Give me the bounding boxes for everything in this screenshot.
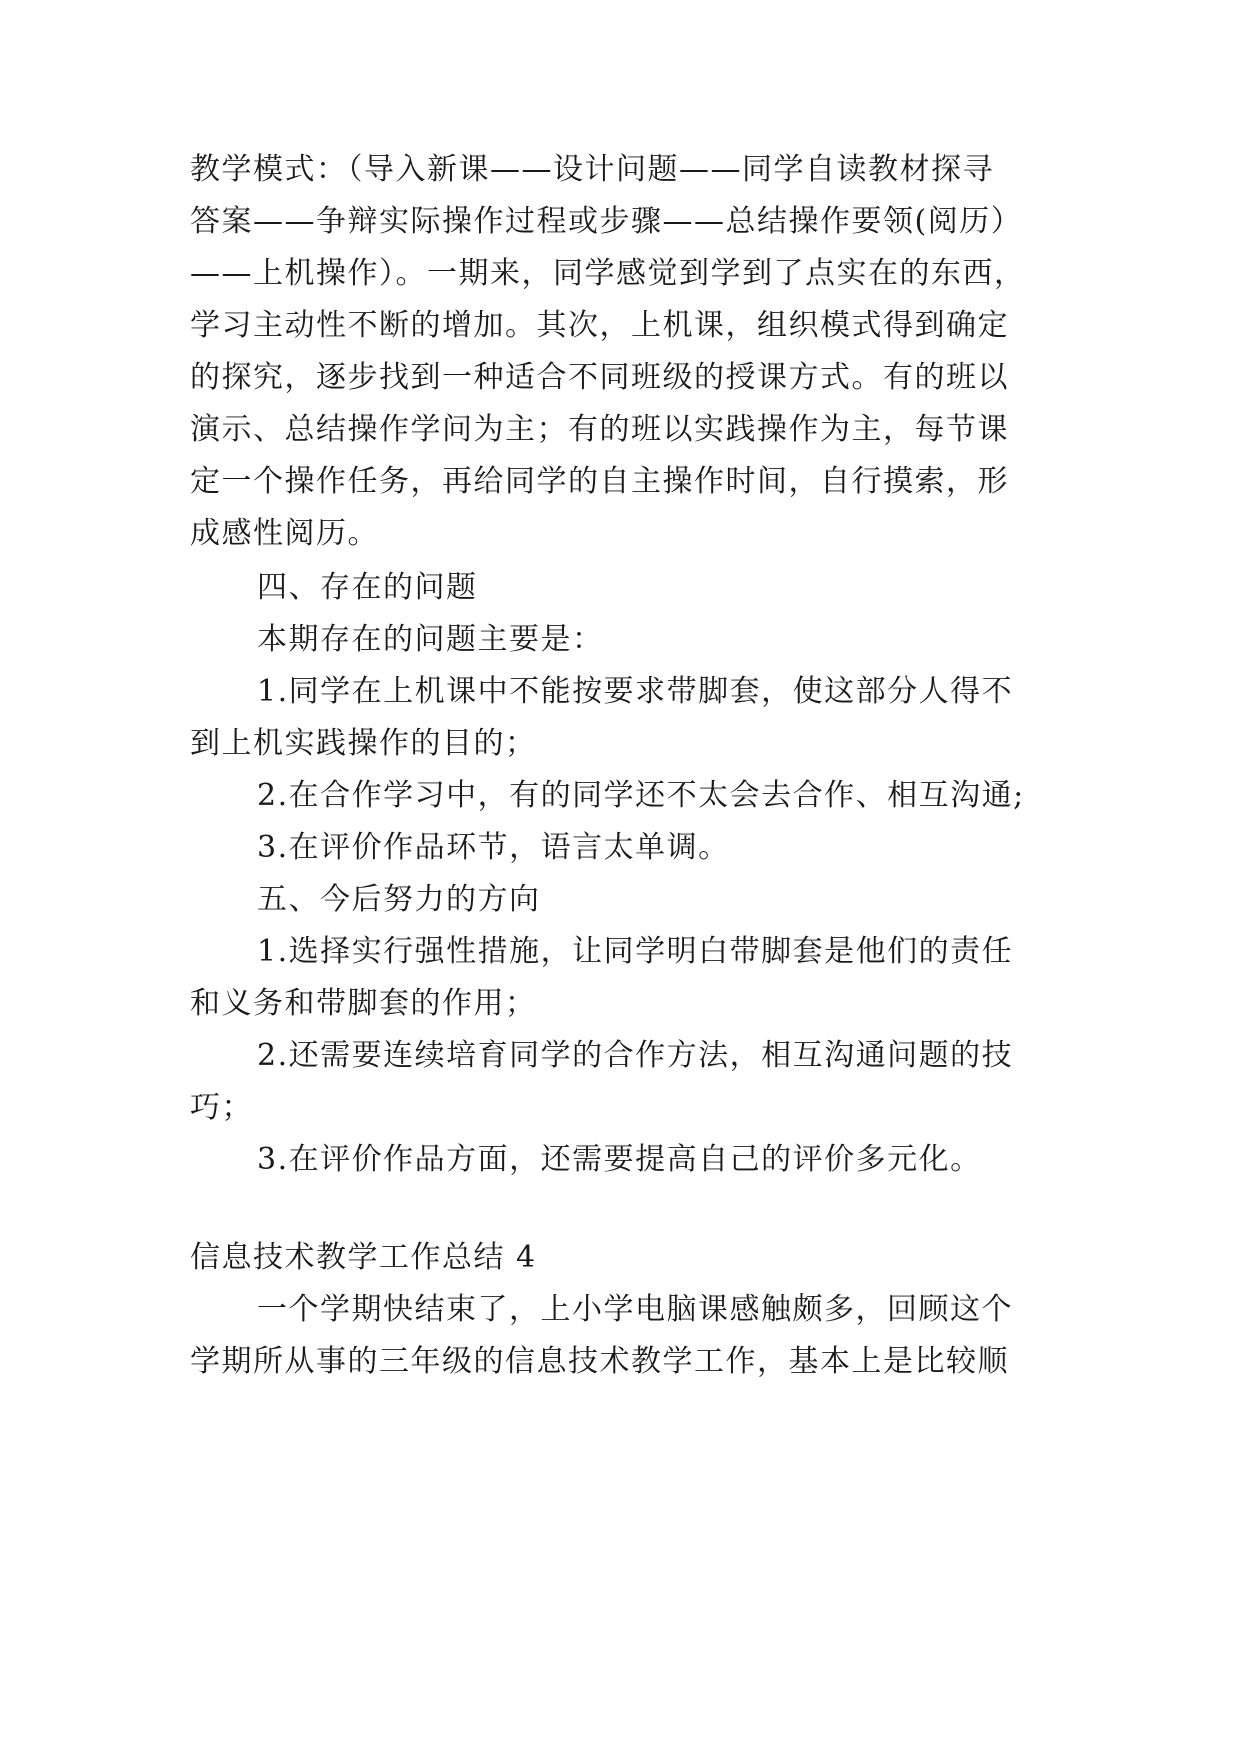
section-intro: 本期存在的问题主要是： — [257, 622, 604, 657]
list-item-continued: 巧； — [190, 1090, 253, 1125]
list-item: 2.在合作学习中，有的同学还不太会去合作、相互沟通; — [257, 778, 1025, 813]
list-item: 3.在评价作品方面，还需要提高自己的评价多元化。 — [257, 1142, 982, 1177]
section-heading: 五、今后努力的方向 — [257, 882, 541, 917]
list-item: 1.同学在上机课中不能按要求带脚套，使这部分人得不 — [257, 674, 1014, 709]
paragraph-line: 学习主动性不断的增加。其次，上机课，组织模式得到确定 — [190, 308, 1009, 343]
paragraph-line: 成感性阅历。 — [190, 516, 379, 551]
list-item: 3.在评价作品环节，语言太单调。 — [257, 830, 730, 865]
section-title: 信息技术教学工作总结 4 — [190, 1240, 537, 1275]
paragraph-line: 的探究，逐步找到一种适合不同班级的授课方式。有的班以 — [190, 360, 1009, 395]
paragraph-line: ——上机操作）。一期来，同学感觉到学到了点实在的东西， — [190, 256, 1026, 291]
paragraph-line: 一个学期快结束了，上小学电脑课感触颇多，回顾这个 — [257, 1292, 1013, 1327]
paragraph-line: 定一个操作任务，再给同学的自主操作时间，自行摸索，形 — [190, 464, 1009, 499]
paragraph-line: 教学模式：（导入新课——设计问题——同学自读教材探寻 — [190, 152, 994, 187]
paragraph-line: 答案——争辩实际操作过程或步骤——总结操作要领(阅历） — [190, 204, 1023, 239]
list-item-continued: 和义务和带脚套的作用； — [190, 986, 537, 1021]
list-item: 2.还需要连续培育同学的合作方法，相互沟通问题的技 — [257, 1038, 1014, 1073]
list-item: 1.选择实行强性措施，让同学明白带脚套是他们的责任 — [257, 934, 1014, 969]
section-heading: 四、存在的问题 — [257, 570, 478, 605]
list-item-continued: 到上机实践操作的目的； — [190, 726, 537, 761]
paragraph-line: 演示、总结操作学问为主；有的班以实践操作为主，每节课 — [190, 412, 1009, 447]
paragraph-line: 学期所从事的三年级的信息技术教学工作，基本上是比较顺 — [190, 1344, 1009, 1379]
